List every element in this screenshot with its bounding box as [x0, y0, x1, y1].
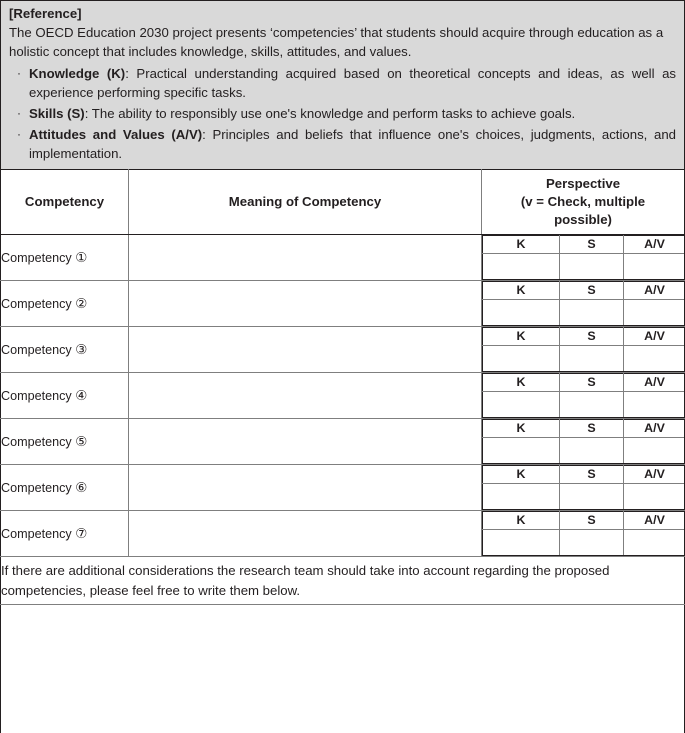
table-row — [1, 281, 685, 327]
ksav-check-av-7[interactable] — [624, 530, 685, 556]
ksav-check-av-2[interactable] — [624, 300, 685, 326]
ksav-check-k-6[interactable] — [483, 484, 560, 510]
ksav-check-row-3 — [483, 346, 685, 372]
competency-number-2: ② — [75, 295, 88, 311]
ksav-label-av-2: A/V — [624, 282, 685, 300]
table-row — [1, 511, 685, 557]
reference-sep-knowledge: : — [125, 66, 129, 81]
reference-definition-list — [9, 64, 676, 163]
competency-label-text-4: Competency — [1, 388, 72, 403]
ksav-label-k-3: K — [483, 328, 560, 346]
reference-item-attitudes-values — [9, 125, 676, 163]
ksav-grid-4 — [482, 373, 685, 418]
competency-label-3 — [1, 327, 129, 373]
header-perspective-line2: (v = Check, multiple — [520, 194, 646, 209]
reference-sep-skills: : — [84, 106, 89, 121]
ksav-check-k-5[interactable] — [483, 438, 560, 464]
reference-box — [0, 0, 685, 169]
ksav-label-s-2: S — [560, 282, 624, 300]
table-row — [1, 235, 685, 281]
ksav-label-s-7: S — [560, 512, 624, 530]
ksav-check-row-5 — [483, 438, 685, 464]
perspective-cell-3 — [482, 327, 685, 373]
ksav-check-row-2 — [483, 300, 685, 326]
reference-paragraph: The OECD Education 2030 project presents ‘competencies’ that students should acquire through education as a holistic concept that includes knowledge, skills, attitudes, and values. — [9, 25, 664, 59]
ksav-check-s-1[interactable] — [560, 254, 624, 280]
header-competency: Competency — [1, 170, 129, 235]
competency-number-3: ③ — [75, 341, 88, 357]
ksav-check-k-7[interactable] — [483, 530, 560, 556]
ksav-label-row-7 — [483, 512, 685, 530]
ksav-grid-5 — [482, 419, 685, 464]
ksav-grid-1 — [482, 235, 685, 280]
ksav-label-k-2: K — [483, 282, 560, 300]
ksav-label-k-4: K — [483, 374, 560, 392]
reference-item-knowledge — [9, 64, 676, 102]
reference-term-attitudes-values: Attitudes and Values (A/V) — [29, 127, 203, 142]
header-row — [1, 170, 685, 235]
reference-sep-attitudes-values: : — [202, 127, 206, 142]
competency-number-6: ⑥ — [75, 479, 88, 495]
meaning-cell-5[interactable] — [129, 419, 482, 465]
reference-text-knowledge: Practical understanding acquired based on theoretical concepts and ideas, as well as experience performing specific tasks. — [29, 66, 677, 100]
ksav-label-s-5: S — [560, 420, 624, 438]
bullet-dot-icon: · — [17, 106, 21, 120]
ksav-check-s-3[interactable] — [560, 346, 624, 372]
ksav-check-row-1 — [483, 254, 685, 280]
free-text-area[interactable] — [1, 605, 685, 733]
ksav-check-row-6 — [483, 484, 685, 510]
reference-item-skills — [9, 104, 676, 123]
ksav-label-av-6: A/V — [624, 466, 685, 484]
ksav-check-s-7[interactable] — [560, 530, 624, 556]
table-row — [1, 465, 685, 511]
ksav-label-row-3 — [483, 328, 685, 346]
ksav-label-av-3: A/V — [624, 328, 685, 346]
perspective-cell-6 — [482, 465, 685, 511]
competency-number-1: ① — [75, 249, 88, 265]
ksav-check-av-5[interactable] — [624, 438, 685, 464]
table-row — [1, 419, 685, 465]
ksav-label-row-6 — [483, 466, 685, 484]
table-body — [1, 235, 685, 733]
reference-term-knowledge: Knowledge (K) — [29, 66, 126, 81]
header-perspective-line1: Perspective — [545, 176, 621, 191]
ksav-check-s-4[interactable] — [560, 392, 624, 418]
ksav-check-av-6[interactable] — [624, 484, 685, 510]
perspective-cell-2 — [482, 281, 685, 327]
competency-number-4: ④ — [75, 387, 88, 403]
competency-label-text-2: Competency — [1, 296, 72, 311]
competency-label-4 — [1, 373, 129, 419]
ksav-label-row-1 — [483, 236, 685, 254]
reference-text-skills: The ability to responsibly use one's knowledge and perform tasks to achieve goals. — [88, 106, 576, 121]
ksav-check-k-3[interactable] — [483, 346, 560, 372]
ksav-label-s-3: S — [560, 328, 624, 346]
meaning-cell-6[interactable] — [129, 465, 482, 511]
ksav-check-s-6[interactable] — [560, 484, 624, 510]
ksav-label-av-4: A/V — [624, 374, 685, 392]
ksav-grid-7 — [482, 511, 685, 556]
ksav-label-av-1: A/V — [624, 236, 685, 254]
reference-title: [Reference] — [9, 6, 82, 21]
competency-label-2 — [1, 281, 129, 327]
additional-considerations-note: If there are additional considerations the research team should take into account regarding the proposed competencies, please feel free to write them below. — [1, 557, 685, 605]
competency-label-text-6: Competency — [1, 480, 72, 495]
competency-label-text-7: Competency — [1, 526, 72, 541]
competency-number-7: ⑦ — [75, 525, 88, 541]
meaning-cell-1[interactable] — [129, 235, 482, 281]
perspective-cell-1 — [482, 235, 685, 281]
bullet-dot-icon: · — [17, 127, 21, 141]
reference-text-attitudes-values: Principles and beliefs that influence one's choices, judgments, actions, and implementation. — [29, 127, 676, 161]
competency-label-7 — [1, 511, 129, 557]
competency-label-5 — [1, 419, 129, 465]
competency-label-1 — [1, 235, 129, 281]
free-text-row — [1, 605, 685, 733]
table-row — [1, 327, 685, 373]
ksav-check-av-4[interactable] — [624, 392, 685, 418]
ksav-check-av-1[interactable] — [624, 254, 685, 280]
meaning-cell-7[interactable] — [129, 511, 482, 557]
ksav-check-row-4 — [483, 392, 685, 418]
ksav-label-row-4 — [483, 374, 685, 392]
ksav-label-row-2 — [483, 282, 685, 300]
meaning-cell-2[interactable] — [129, 281, 482, 327]
bullet-dot-icon: · — [17, 66, 21, 80]
competency-table — [0, 169, 685, 733]
ksav-grid-2 — [482, 281, 685, 326]
header-meaning-of-competency: Meaning of Competency — [129, 170, 482, 235]
ksav-label-s-4: S — [560, 374, 624, 392]
ksav-label-k-7: K — [483, 512, 560, 530]
ksav-check-k-2[interactable] — [483, 300, 560, 326]
ksav-check-s-5[interactable] — [560, 438, 624, 464]
ksav-grid-6 — [482, 465, 685, 510]
ksav-label-row-5 — [483, 420, 685, 438]
reference-term-skills: Skills (S) — [29, 106, 85, 121]
ksav-label-av-7: A/V — [624, 512, 685, 530]
table-row — [1, 373, 685, 419]
meaning-cell-4[interactable] — [129, 373, 482, 419]
table-header — [1, 170, 685, 235]
perspective-cell-7 — [482, 511, 685, 557]
competency-number-5: ⑤ — [75, 433, 88, 449]
ksav-grid-3 — [482, 327, 685, 372]
ksav-label-k-5: K — [483, 420, 560, 438]
note-row — [1, 557, 685, 605]
ksav-check-k-4[interactable] — [483, 392, 560, 418]
ksav-label-s-6: S — [560, 466, 624, 484]
header-perspective-line3: possible) — [554, 212, 612, 227]
ksav-check-row-7 — [483, 530, 685, 556]
ksav-label-k-1: K — [483, 236, 560, 254]
competency-label-text-3: Competency — [1, 342, 72, 357]
meaning-cell-3[interactable] — [129, 327, 482, 373]
competency-label-text-1: Competency — [1, 250, 72, 265]
competency-label-text-5: Competency — [1, 434, 72, 449]
ksav-check-av-3[interactable] — [624, 346, 685, 372]
competency-label-6 — [1, 465, 129, 511]
perspective-cell-5 — [482, 419, 685, 465]
ksav-label-av-5: A/V — [624, 420, 685, 438]
ksav-check-s-2[interactable] — [560, 300, 624, 326]
perspective-cell-4 — [482, 373, 685, 419]
header-perspective — [482, 170, 685, 235]
ksav-label-s-1: S — [560, 236, 624, 254]
ksav-label-k-6: K — [483, 466, 560, 484]
ksav-check-k-1[interactable] — [483, 254, 560, 280]
